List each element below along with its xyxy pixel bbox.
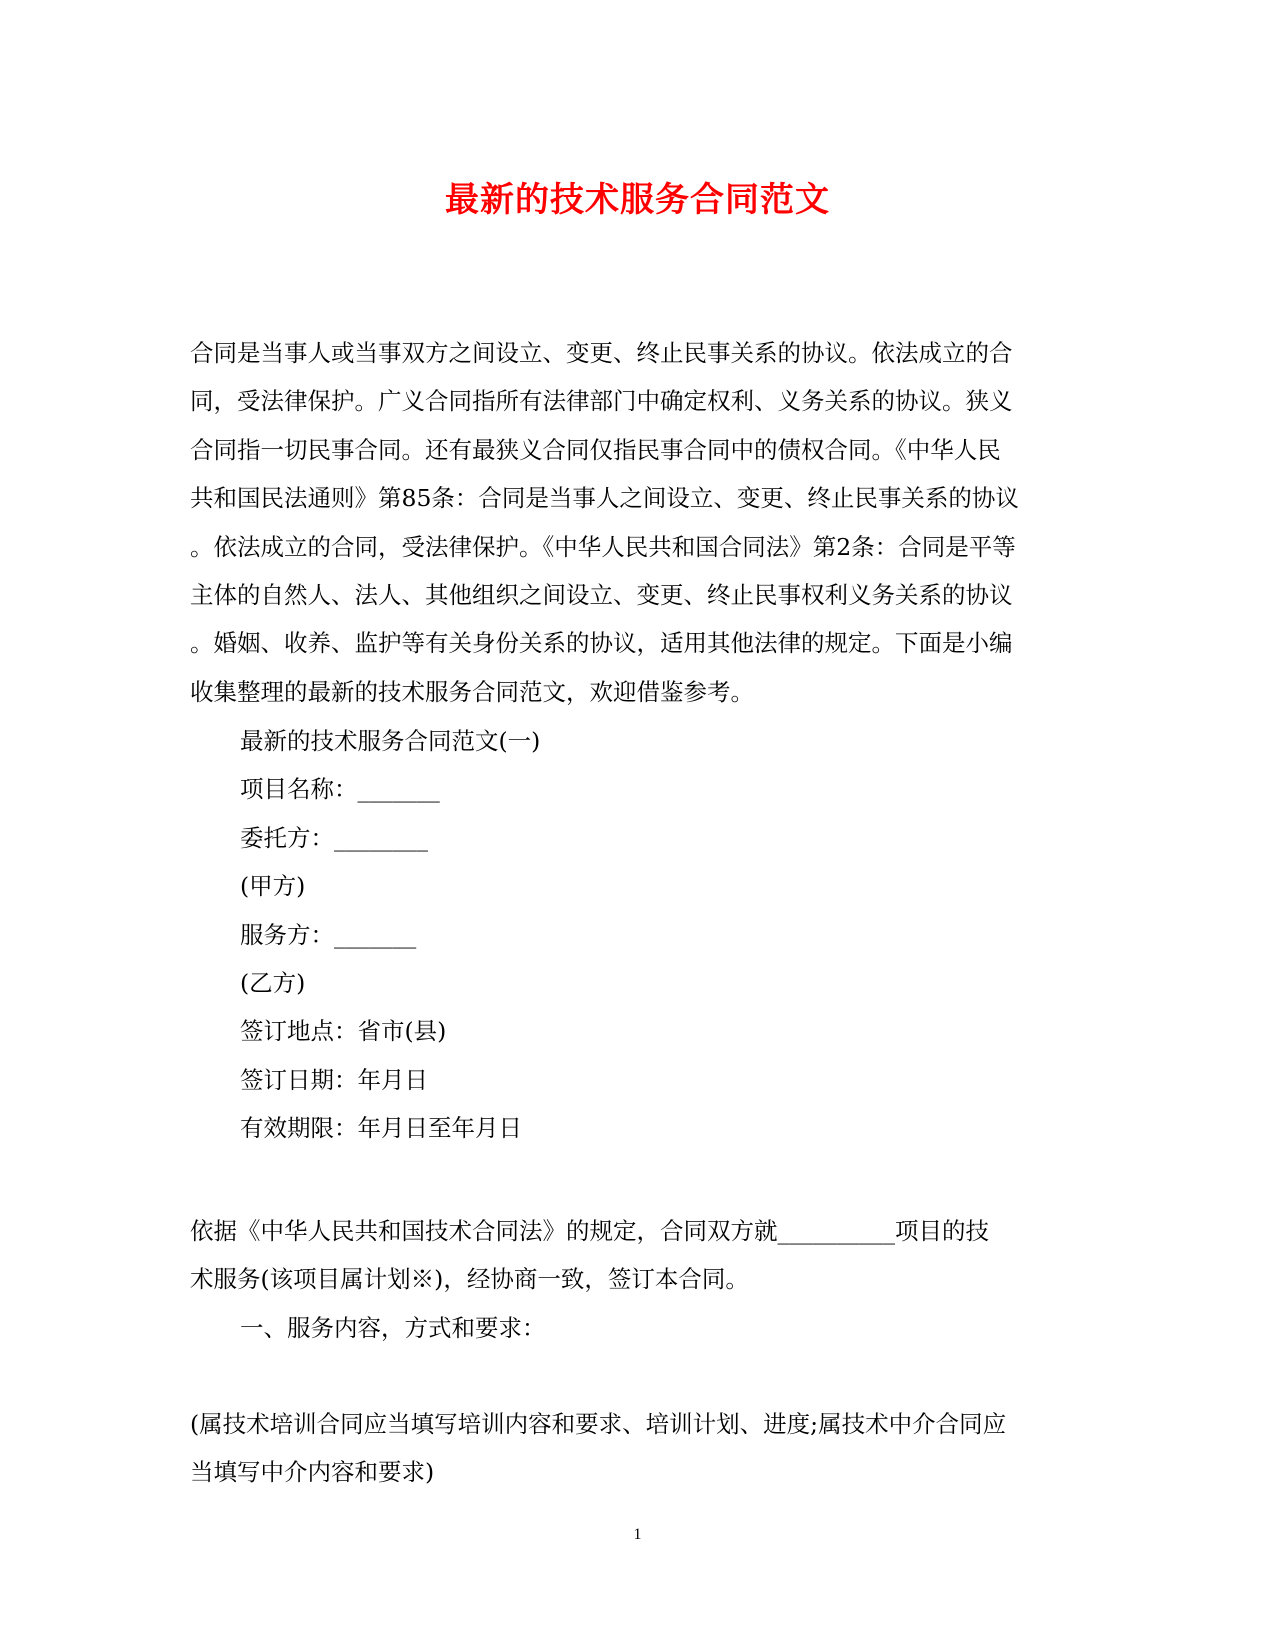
- page-number: 1: [633, 1526, 642, 1543]
- note-paragraph: [190, 1400, 1085, 1497]
- field-service-provider: 服务方：_______: [240, 920, 417, 949]
- intro-line: 同，受法律保护。广义合同指所有法律部门中确定权利、义务关系的协议。狭义: [190, 387, 1013, 416]
- intro-line: 主体的自然人、法人、其他组织之间设立、变更、终止民事权利义务关系的协议: [190, 580, 1013, 609]
- contract-fields: [240, 717, 1135, 1153]
- field-signing-date: 签订日期：年月日: [240, 1065, 428, 1094]
- intro-line: 合同是当事人或当事双方之间设立、变更、终止民事关系的协议。依法成立的合: [190, 339, 1013, 367]
- field-party-a: (甲方): [240, 872, 306, 901]
- basis-line: 术服务(该项目属计划※)，经协商一致，签订本合同。: [190, 1265, 749, 1294]
- field-client: 委托方：________: [240, 823, 428, 852]
- basis-line: 依据《中华人民共和国技术合同法》的规定，合同双方就__________项目的技: [190, 1217, 989, 1245]
- field-project-name: 项目名称：_______: [240, 775, 440, 804]
- intro-line: 合同指一切民事合同。还有最狭义合同仅指民事合同中的债权合同。《中华人民: [190, 435, 1001, 464]
- section-one-text: 一、服务内容，方式和要求：: [240, 1314, 546, 1342]
- field-signing-place: 签订地点：省市(县): [240, 1017, 447, 1046]
- section-heading: 最新的技术服务合同范文(一): [240, 727, 541, 755]
- intro-paragraph: [190, 329, 1085, 716]
- note-line: (属技术培训合同应当填写培训内容和要求、培训计划、进度;属技术中介合同应: [190, 1410, 1007, 1438]
- basis-paragraph: [190, 1207, 1085, 1304]
- intro-line: 。婚姻、收养、监护等有关身份关系的协议，适用其他法律的规定。下面是小编: [190, 629, 1013, 658]
- field-validity-period: 有效期限：年月日至年月日: [240, 1114, 522, 1143]
- field-party-b: (乙方): [240, 968, 306, 997]
- intro-line: 共和国民法通则》第85条：合同是当事人之间设立、变更、终止民事关系的协议: [190, 484, 1019, 513]
- section-one-heading: [240, 1304, 1135, 1352]
- intro-line: 。依法成立的合同，受法律保护。《中华人民共和国合同法》第2条：合同是平等: [190, 532, 1016, 561]
- intro-line: 收集整理的最新的技术服务合同范文，欢迎借鉴参考。: [190, 677, 754, 706]
- note-line: 当填写中介内容和要求): [190, 1458, 435, 1487]
- document-title: 最新的技术服务合同范文: [445, 180, 830, 220]
